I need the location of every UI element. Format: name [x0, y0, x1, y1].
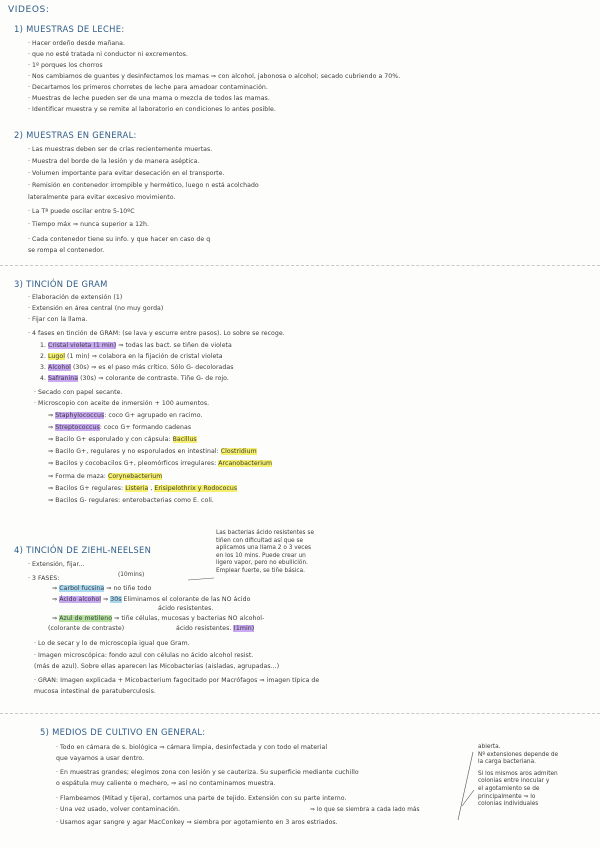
section-1-heading: 1) MUESTRAS DE LECHE: [14, 24, 125, 34]
s1-line: · que no esté tratada ni conductor ni excrementos. [28, 51, 188, 58]
s3-line: · Secado con papel secante. [34, 389, 123, 396]
s1-line: · Nos cambiamos de guantes y desinfectamos los mamas ⇒ con alcohol, jabonosa o alcohol; secado cubriendo a 70%. [28, 73, 401, 80]
zn-phase-3-cont: ácido resistentes. (1min) [176, 625, 255, 632]
s3-line: · 4 fases en tinción de GRAM: (se lava y escurre entre pasos). Lo sobre se recoge. [28, 330, 285, 337]
s4-line: · GRAN: Imagen explicada + Micobacterium fagocitado por Macrófagos ⇒ imagen típica de [34, 677, 320, 684]
s2-line: · Volumen importante para evitar desecación en el transporte. [28, 170, 225, 177]
s1-line: · 1º porques los chorros [28, 62, 103, 69]
s1-line: · Decartamos los primeros chorretes de leche para amadoar contaminación. [28, 84, 268, 91]
s4-line: mucosa intestinal de paratuberculosis. [34, 688, 156, 695]
section-3-heading: 3) TINCIÓN DE GRAM [14, 279, 108, 289]
s5-line: · En muestras grandes; elegimos zona con lesión y se cauteriza. Su superficie mediante cuchillo [56, 769, 359, 776]
s1-line: · Identificar muestra y se remite al laboratorio en condiciones lo antes posible. [28, 106, 276, 113]
zn-phase-2: ⇒ Ácido alcohol ⇒ 30s Eliminamos el colorante de las NO ácido [52, 596, 251, 603]
morphology-2: ⇒ Streptococcus: coco G+ formando cadenas [48, 424, 192, 431]
s4-line: (más de azul). Sobre ellas aparecen las Micobacterias (aisladas, agrupadas...) [34, 663, 280, 670]
s3-line: · Elaboración de extensión (1) [28, 294, 123, 301]
s2-line: · La Tª puede oscilar entre 5-10ºC [28, 208, 135, 215]
s5-line: que vayamos a usar dentro. [56, 755, 145, 762]
s2-line: se rompa el contenedor. [28, 247, 105, 254]
morphology-7: ⇒ Bacilos G+ regulares: Listeria , Erisipelothrix y Rodococus [48, 485, 238, 492]
s4-line: · Extensión, fijar... [28, 561, 85, 568]
s1-line: · Hacer ordeño desde mañana. [28, 40, 125, 47]
s5-line: · Todo en cámara de s. biológica ⇒ cámara limpia, desinfectada y con todo el material [56, 744, 328, 751]
gram-step-1: 1. Cristal violeta (1 min) ⇒ todas las bact. se tiñen de violeta [40, 342, 232, 349]
s5-line: · Usamos agar sangre y agar MacConkey ⇒ siembra por agotamiento en 3 aros estriados. [56, 819, 338, 826]
zn-phase-1: ⇒ Carbol fucsina ⇒ no tiñe todo [52, 585, 152, 592]
section-4-heading: 4) TINCIÓN DE ZIEHL-NEELSEN [14, 545, 152, 555]
gram-step-4: 4. Safranina (30s) ⇒ colorante de contraste. Tiñe G- de rojo. [40, 375, 229, 382]
morphology-8: ⇒ Bacilos G- regulares: enterobacterias como E. coli. [48, 497, 214, 504]
morphology-6: ⇒ Forma de maza: Corynebacterium [48, 473, 163, 480]
note-connector [188, 578, 214, 580]
zn-phase-3: ⇒ Azul de metileno ⇒ tiñe células, mucosas y bacterias NO alcohol- [52, 615, 265, 622]
s5-line: · Una vez usado, volver contaminación. [56, 806, 181, 813]
morphology-4: ⇒ Bacilo G+, regulares y no esporulados en intestinal: Clostridium [48, 448, 257, 455]
s5-line: o espátula muy caliente o mechero, ⇒ así no contaminamos muestra. [56, 780, 276, 787]
zn-phase-2-cont: ácido resistentes. [158, 605, 214, 612]
s3-line: · Microscopio con aceite de inmersión + 100 aumentos. [34, 400, 210, 407]
s1-line: · Muestras de leche pueden ser de una mama o mezcla de todos las mamas. [28, 95, 270, 102]
s4-line: · Lo de secar y lo de microscopía igual que Gram. [34, 640, 190, 647]
ziehl-note: Las bacterias ácido resistentes se tiñen con dificultad así que se aplicamos una llama 2 o 3 veces en los 10 mins. Puede crear un ligero vapor, pero no ebullición. Emplear fuerte, se tiñe básica. [216, 530, 315, 574]
gram-step-3: 3. Alcohol (30s) ⇒ es el paso más crítico. Sólo G- decoloradas [40, 364, 234, 371]
s4-line: · Imagen microscópica: fondo azul con células no ácido alcohol resist. [34, 652, 254, 659]
s2-line: · Cada contenedor tiene su info. y que hacer en caso de q [28, 236, 211, 243]
s2-line: · Las muestras deben ser de crías recientemente muertas. [28, 146, 213, 153]
s5-line: · Flambeamos (Mitad y tijera), cortamos una parte de tejido. Extensión con su parte interno. [56, 795, 347, 802]
s5-side-note: abierta. Nº extensiones depende de la carga bacteriana. Si los mismos aros admiten colonias entre inocular y el agotamiento se de principalmente ⇒ lo colonias individuales [478, 744, 559, 808]
s2-line: lateralmente para evitar excesivo movimiento. [28, 194, 176, 201]
morphology-1: ⇒ Staphylococcus: coco G+ agrupado en racimo. [48, 412, 203, 419]
side-connector [458, 752, 473, 820]
s3-line: · Extensión en área central (no muy gorda) [28, 305, 164, 312]
page-title: VIDEOS: [8, 5, 50, 15]
s3-line: · Fijar con la llama. [28, 316, 88, 323]
s2-line: · Remisión en contenedor irrompible y hermético, luego n está acolchado [28, 182, 259, 189]
s2-line: · Tiempo máx ⇒ nunca superior a 12h. [28, 221, 150, 228]
s2-line: · Muestra del borde de la lesión y de manera aséptica. [28, 158, 200, 165]
morphology-3: ⇒ Bacilo G+ esporulado y con cápsula: Bacillus [48, 436, 197, 443]
phase-time-tag: (10mins) [118, 572, 145, 578]
s5-mid-note: ⇒ lo que se siembra a cada lado más [310, 807, 420, 813]
gram-step-2: 2. Lugol (1 min) ⇒ colabora en la fijación de cristal violeta [40, 353, 223, 360]
s4-line: · 3 FASES: [28, 575, 60, 582]
section-2-heading: 2) MUESTRAS EN GENERAL: [14, 130, 137, 140]
morphology-5: ⇒ Bacilos y cocobacilos G+, pleomórficos irregulares: Arcanobacterium [48, 460, 273, 467]
zn-phase-3-note: (colorante de contraste) [48, 625, 125, 632]
section-5-heading: 5) MEDIOS DE CULTIVO EN GENERAL: [40, 727, 206, 737]
